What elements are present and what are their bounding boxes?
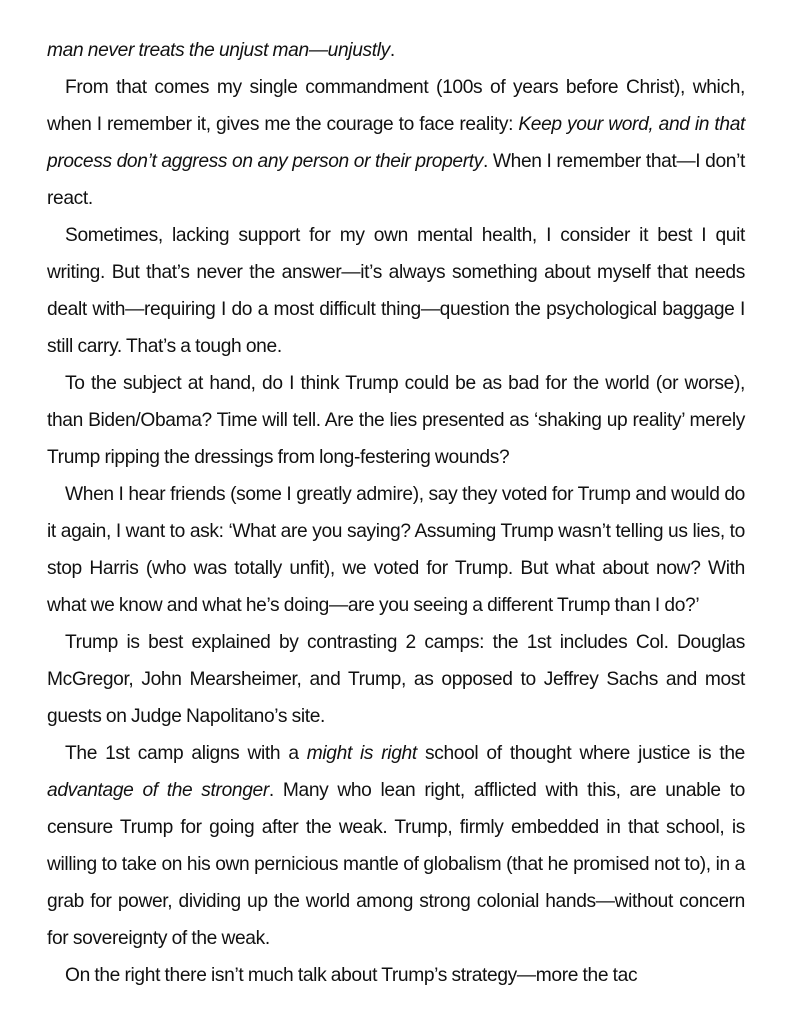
paragraph — [47, 735, 745, 957]
document-page — [47, 32, 745, 994]
paragraph-text: . — [389, 40, 395, 61]
paragraph — [47, 69, 745, 217]
paragraph — [47, 32, 745, 69]
paragraph-text: When I hear friends (some I greatly admire), say they voted for Trump and would do it again, I want to ask: ‘What are you saying? Assuming Trump wasn’t telling us lies, to stop Harris (who was totally unfit), we voted for Trump. But what about now? With what we know and what he’s doing—are you seeing a different Trump than I do?’ — [47, 484, 745, 616]
paragraph-text: Trump is best explained by contrasting 2 camps: the 1st includes Col. Douglas McGregor, John Mearsheimer, and Trump, as opposed to Jeffrey Sachs and most guests on Judge Napolitano’s site. — [47, 632, 745, 727]
paragraph-text: school of thought where justice is the — [416, 743, 746, 764]
paragraph-text: . When I remember that—I don’t react. — [47, 151, 745, 209]
paragraph — [47, 217, 745, 365]
italic-phrase: might is right — [306, 743, 417, 764]
italic-commandment-text: Keep your word, and in that process don’t aggress on any person or their property — [47, 114, 746, 172]
paragraph — [47, 365, 745, 476]
paragraph-text: The 1st camp aligns with a — [65, 743, 307, 764]
paragraph-text: To the subject at hand, do I think Trump could be as bad for the world (or worse), than Biden/Obama? Time will tell. Are the lies presented as ‘shaking up reality’ merely Trump ripping the dressings from long-festering wounds? — [47, 373, 745, 468]
paragraph — [47, 476, 745, 624]
paragraph-text: On the right there isn’t much talk about Trump’s strategy—more the tac — [65, 965, 638, 986]
paragraph — [47, 624, 745, 735]
paragraph — [47, 957, 745, 994]
italic-phrase: advantage of the stronger — [47, 780, 269, 801]
italic-quote-text: man never treats the unjust man—unjustly — [47, 40, 390, 61]
paragraph-text: . Many who lean right, afflicted with this, are unable to censure Trump for going after the weak. Trump, firmly embedded in that school, is willing to take on his own pernicious mantle of globalism (that he promised not to), in a grab for power, dividing up the world among strong colonial hands—without concern for sovereignty of the weak. — [47, 780, 745, 949]
paragraph-text: Sometimes, lacking support for my own mental health, I consider it best I quit writing. But that’s never the answer—it’s always something about myself that needs dealt with—requiring I do a most difficult thing—question the psychological baggage I still carry. That’s a tough one. — [47, 225, 745, 357]
paragraph-text: From that comes my single commandment (100s of years before Christ), which, when I remember it, gives me the courage to face reality: — [47, 77, 745, 135]
